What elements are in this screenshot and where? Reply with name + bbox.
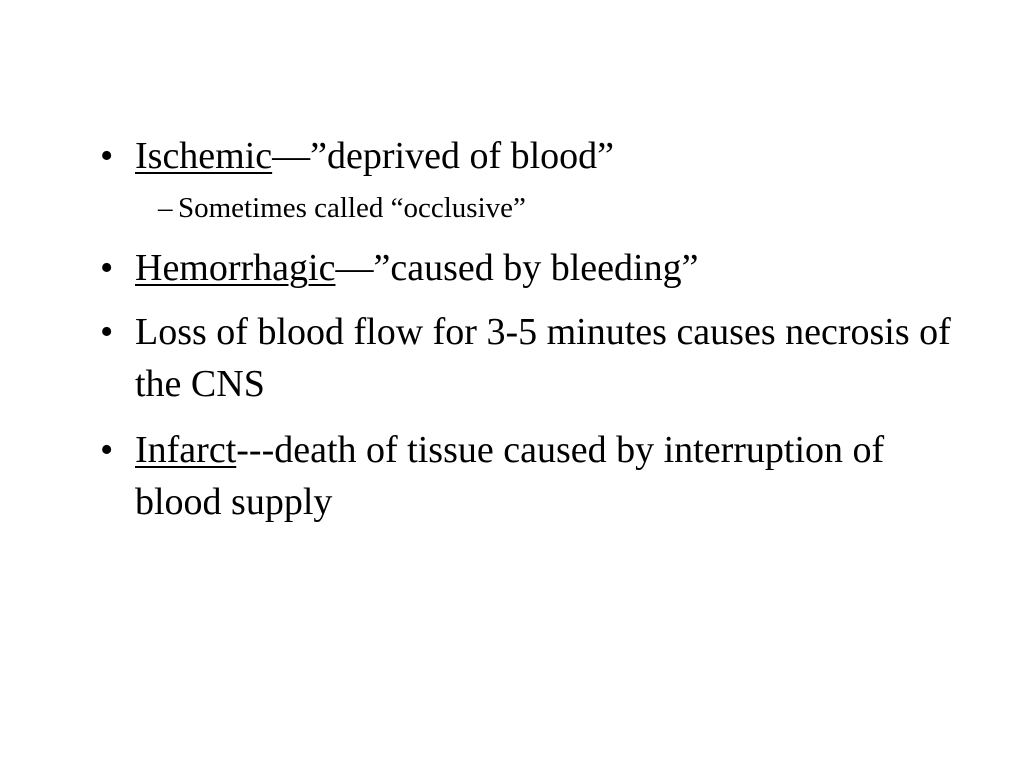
term-ischemic: Ischemic: [135, 135, 273, 177]
term-hemorrhagic: Hemorrhagic: [135, 247, 336, 289]
bullet-item-hemorrhagic: [98, 242, 958, 294]
term-infarct: Infarct: [135, 429, 237, 471]
bullet-icon: •: [100, 311, 114, 353]
definition-hemorrhagic: —”caused by bleeding”: [335, 247, 699, 289]
bullet-item-blood-flow: [98, 306, 958, 410]
bullet-item-infarct: [98, 424, 958, 528]
subitem-text: Sometimes called “occlusive”: [178, 192, 526, 224]
bullet-icon: •: [100, 429, 114, 471]
definition-infarct: ---death of tissue caused by interruption of blood supply: [135, 429, 885, 523]
bullet-list: [98, 130, 958, 542]
dash-icon: –: [158, 192, 173, 224]
definition-ischemic: —”deprived of blood”: [272, 135, 615, 177]
blood-flow-text: Loss of blood flow for 3-5 minutes causes necrosis of the CNS: [135, 311, 951, 405]
bullet-icon: •: [100, 135, 114, 177]
subitem-occlusive: [158, 190, 958, 226]
bullet-item-ischemic: [98, 130, 958, 182]
bullet-icon: •: [100, 247, 114, 289]
